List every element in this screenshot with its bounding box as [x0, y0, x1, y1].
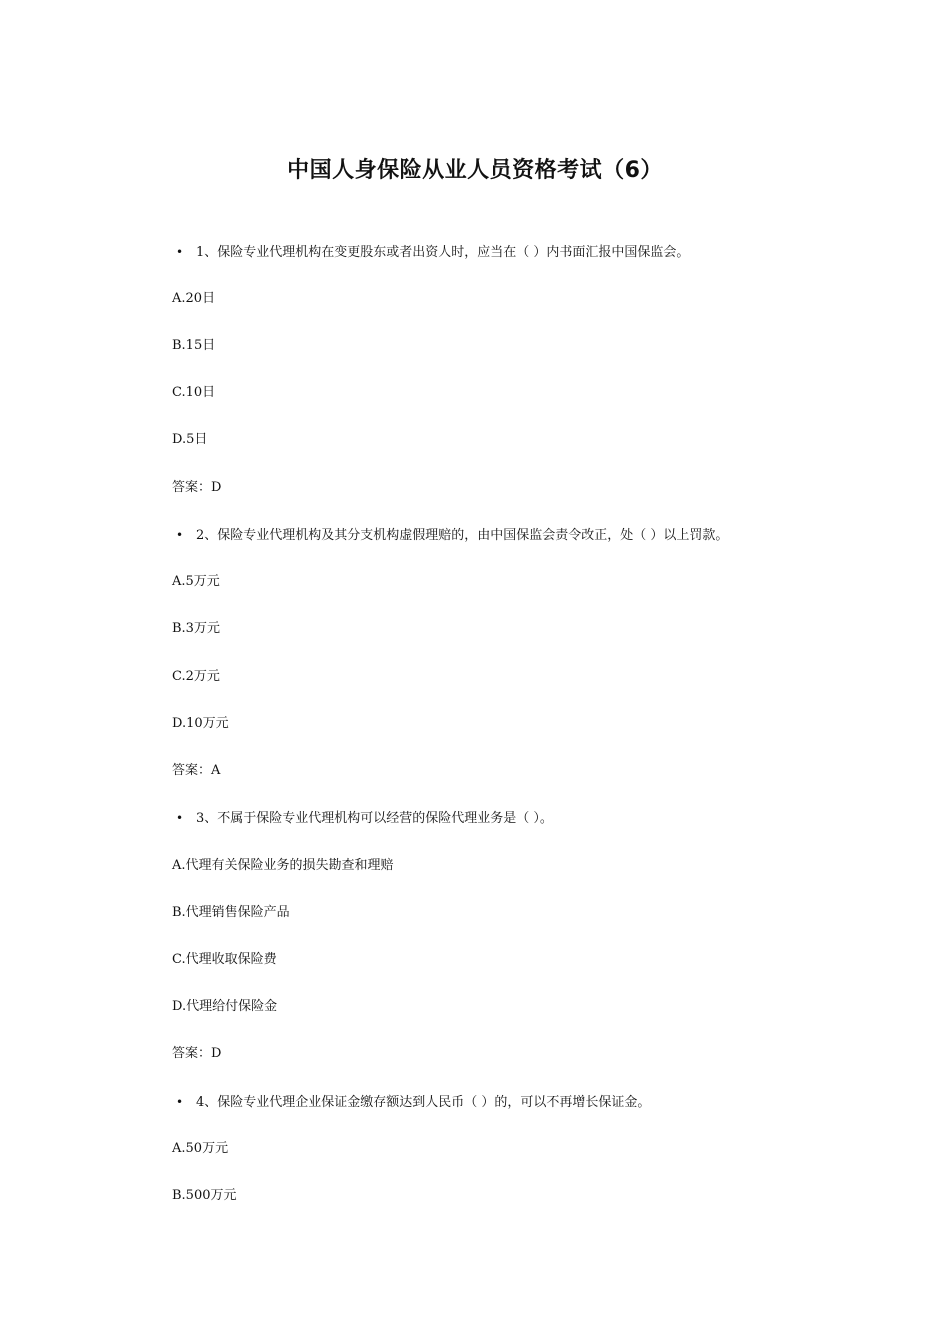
option: C.代理收取保险费 — [172, 952, 277, 967]
option: B.500万元 — [172, 1188, 237, 1203]
question-2 — [172, 526, 728, 545]
question-text: 4、保险专业代理企业保证金缴存额达到人民币（ ）的，可以不再增长保证金。 — [196, 1095, 651, 1110]
question-text: 2、保险专业代理机构及其分支机构虚假理赔的，由中国保监会责令改正，处（ ）以上罚款。 — [196, 528, 729, 543]
option: B.3万元 — [172, 621, 220, 636]
option: C.2万元 — [172, 669, 220, 684]
page-title: 中国人身保险从业人员资格考试（6） — [287, 158, 663, 183]
option: A.5万元 — [172, 574, 220, 589]
answer: 答案：D — [172, 1046, 222, 1061]
option: B.15日 — [172, 338, 216, 353]
answer: 答案：D — [172, 480, 222, 495]
question-1 — [172, 243, 689, 262]
option: A.50万元 — [172, 1141, 229, 1156]
option: A.代理有关保险业务的损失勘查和理赔 — [172, 858, 394, 873]
bullet: • — [176, 528, 184, 542]
bullet: • — [176, 811, 184, 825]
question-text: 3、不属于保险专业代理机构可以经营的保险代理业务是（ ）。 — [196, 811, 553, 826]
bullet: • — [176, 245, 184, 259]
option: D.5日 — [172, 432, 208, 447]
question-4 — [172, 1093, 650, 1112]
option: D.代理给付保险金 — [172, 999, 278, 1014]
question-3 — [172, 809, 553, 828]
bullet: • — [176, 1095, 184, 1109]
option: A.20日 — [172, 291, 216, 306]
question-text: 1、保险专业代理机构在变更股东或者出资人时，应当在（ ）内书面汇报中国保监会。 — [196, 245, 690, 260]
answer: 答案：A — [172, 763, 221, 778]
option: C.10日 — [172, 385, 216, 400]
option: D.10万元 — [172, 716, 229, 731]
option: B.代理销售保险产品 — [172, 905, 290, 920]
